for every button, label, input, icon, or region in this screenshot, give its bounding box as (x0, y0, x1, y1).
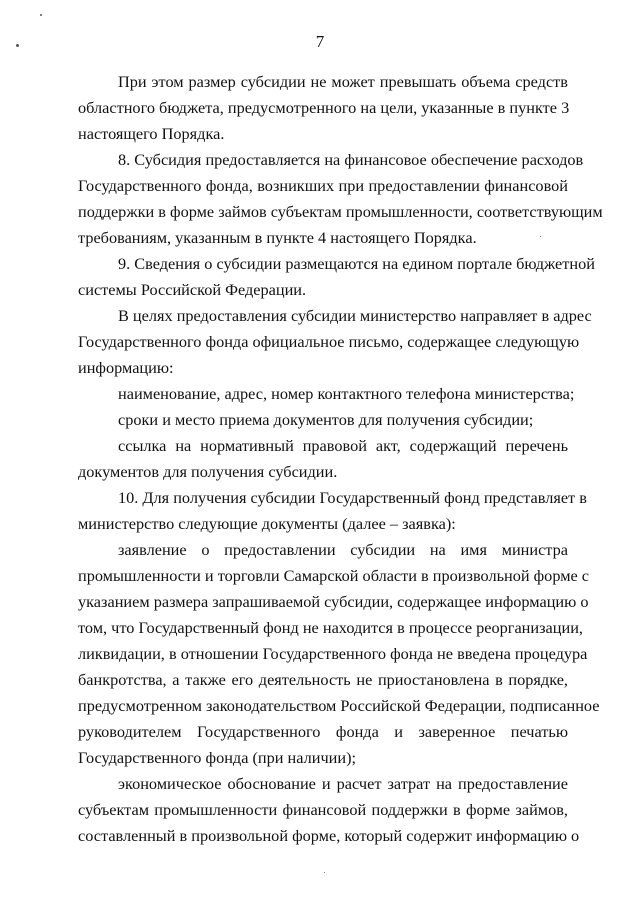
text-line: Государственного фонда официальное письмо, содержащее следующую (78, 332, 580, 351)
scan-speck (540, 236, 541, 237)
text-line: требованиям, указанным в пункте 4 настоящего Порядка. (78, 228, 477, 247)
text-line: областного бюджета, предусмотренного на цели, указанные в пункте 3 (78, 98, 570, 117)
text-line: субъектам промышленности финансовой поддержки в форме займов, (78, 800, 568, 819)
text-line: руководителем Государственного фонда и заверенное печатью (78, 722, 568, 741)
text-line: 8. Субсидия предоставляется на финансовое обеспечение расходов (118, 150, 584, 169)
text-line: информацию: (78, 358, 174, 377)
text-line: 9. Сведения о субсидии размещаются на едином портале бюджетной (118, 254, 595, 273)
scan-speck (324, 872, 325, 873)
scan-speck (16, 44, 19, 47)
text-line: наименование, адрес, номер контактного телефона министерства; (118, 384, 575, 403)
text-line: системы Российской Федерации. (78, 280, 307, 299)
text-line: поддержки в форме займов субъектам промышленности, соответствующим (78, 202, 603, 221)
text-line: том, что Государственный фонд не находится в процессе реорганизации, (78, 618, 583, 637)
text-line: Государственного фонда, возникших при предоставлении финансовой (78, 176, 568, 195)
page-number: 7 (315, 32, 325, 51)
text-line: 10. Для получения субсидии Государственный фонд представляет в (118, 488, 587, 507)
text-line: ликвидации, в отношении Государственного фонда не введена процедура (78, 644, 588, 663)
text-line: При этом размер субсидии не может превышать объема средств (118, 72, 568, 91)
text-line: В целях предоставления субсидии министерство направляет в адрес (118, 306, 592, 325)
text-line: предусмотренном законодательством Российской Федерации, подписанное (78, 696, 600, 715)
text-line: сроки и место приема документов для получения субсидии; (118, 410, 534, 429)
scan-speck (40, 14, 42, 16)
text-line: ссылка на нормативный правовой акт, содержащий перечень (118, 436, 568, 455)
text-line: настоящего Порядка. (78, 124, 225, 143)
text-line: экономическое обоснование и расчет затрат на предоставление (118, 774, 568, 793)
text-line: составленный в произвольной форме, который содержит информацию о (78, 826, 580, 845)
text-line: министерство следующие документы (далее – заявка): (78, 514, 456, 533)
text-line: документов для получения субсидии. (78, 462, 338, 481)
text-line: заявление о предоставлении субсидии на имя министра (118, 540, 568, 559)
text-line: промышленности и торговли Самарской области в произвольной форме с (78, 566, 590, 585)
text-line: банкротства, а также его деятельность не приостановлена в порядке, (78, 670, 568, 689)
text-line: указанием размера запрашиваемой субсидии, содержащее информацию о (78, 592, 589, 611)
text-line: Государственного фонда (при наличии); (78, 748, 357, 767)
